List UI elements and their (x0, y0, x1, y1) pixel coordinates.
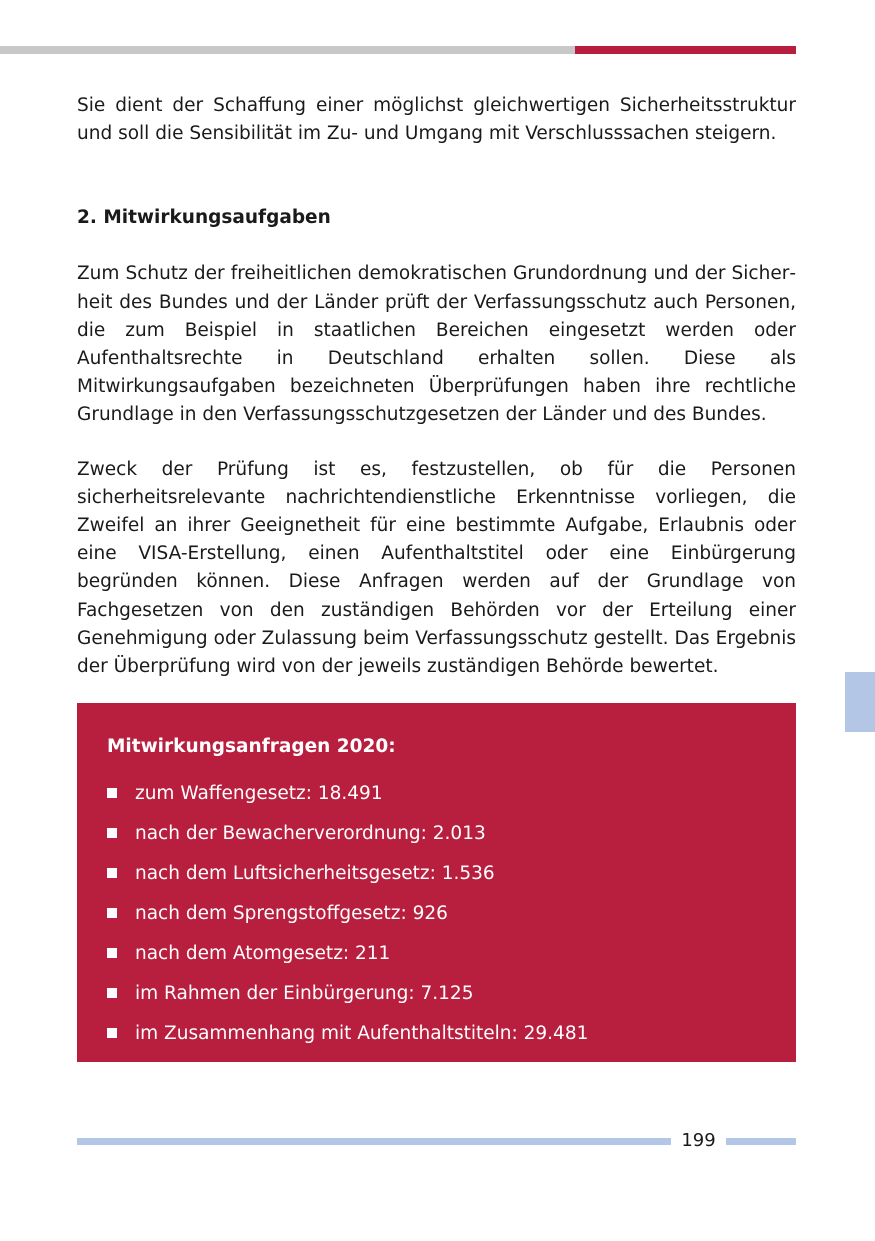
list-item-text: im Rahmen der Einbürgerung: 7.125 (135, 982, 474, 1004)
page-number: 199 (681, 1130, 716, 1151)
square-bullet-icon (107, 988, 117, 998)
list-item-text: nach dem Atomgesetz: 211 (135, 942, 391, 964)
list-item (107, 773, 768, 813)
list-item (107, 1013, 768, 1053)
list-item (107, 853, 768, 893)
list-item (107, 973, 768, 1013)
section-paragraph-2: Zweck der Prüfung ist es, festzustellen, ob für die Personen sicherheitsrelevante nachrichtendienstliche Erkenntnisse vorliegen, die Zweifel an ihrer Geeignetheit für eine bestimmte Aufgabe, Erlaubnis oder eine VISA-Erstellung, einen Aufenthaltstitel oder eine Einbürgerung begründen können. Diese Anfragen werden auf der Grundlage von Fachgesetzen von den zuständigen Behörden vor der Erteilung einer Genehmigung oder Zulassung beim Verfassungsschutz gestellt. Das Ergebnis der Überprüfung wird von der jeweils zuständigen Behörde bewertet. (77, 458, 796, 678)
list-item (107, 933, 768, 973)
square-bullet-icon (107, 908, 117, 918)
square-bullet-icon (107, 1028, 117, 1038)
list-item-text: im Zusammenhang mit Aufenthaltstiteln: 29.481 (135, 1022, 589, 1044)
page-content (77, 92, 796, 681)
infobox-list (107, 773, 768, 1053)
header-rule-red (575, 46, 796, 54)
list-item-text: nach dem Luftsicherheitsgesetz: 1.536 (135, 862, 495, 884)
section-heading: 2. Mitwirkungsaufgaben (77, 207, 331, 229)
statistics-infobox (77, 703, 796, 1062)
list-item (107, 893, 768, 933)
header-rule-gray (0, 46, 575, 54)
list-item-text: nach der Bewacherverordnung: 2.013 (135, 822, 486, 844)
infobox-title: Mitwirkungsanfragen 2020: (107, 736, 396, 757)
footer-rule-right (726, 1138, 796, 1145)
chapter-side-tab (845, 672, 875, 732)
footer-rule-left (77, 1138, 671, 1145)
square-bullet-icon (107, 828, 117, 838)
section-paragraph-1: Zum Schutz der freiheitlichen demokratischen Grundordnung und der Sicherheit des Bundes und der Länder prüft der Verfassungsschutz auch Personen, die zum Beispiel in staatlichen Bereichen eingesetzt werden oder Aufenthaltsrechte in Deutschland erhalten sollen. Diese als Mitwirkungsaufgaben bezeichneten Überprüfungen haben ihre rechtliche Grundlage in den Verfassungsschutzgesetzen der Länder und des Bundes. (77, 263, 796, 426)
list-item-text: nach dem Sprengstoffgesetz: 926 (135, 902, 448, 924)
square-bullet-icon (107, 788, 117, 798)
intro-paragraph: Sie dient der Schaffung einer möglichst gleichwertigen Sicherheitsstruktur und soll die Sensibilität im Zu- und Umgang mit Verschlusssachen steigern. (77, 95, 796, 145)
list-item-text: zum Waffengesetz: 18.491 (135, 782, 383, 804)
list-item (107, 813, 768, 853)
square-bullet-icon (107, 948, 117, 958)
square-bullet-icon (107, 868, 117, 878)
